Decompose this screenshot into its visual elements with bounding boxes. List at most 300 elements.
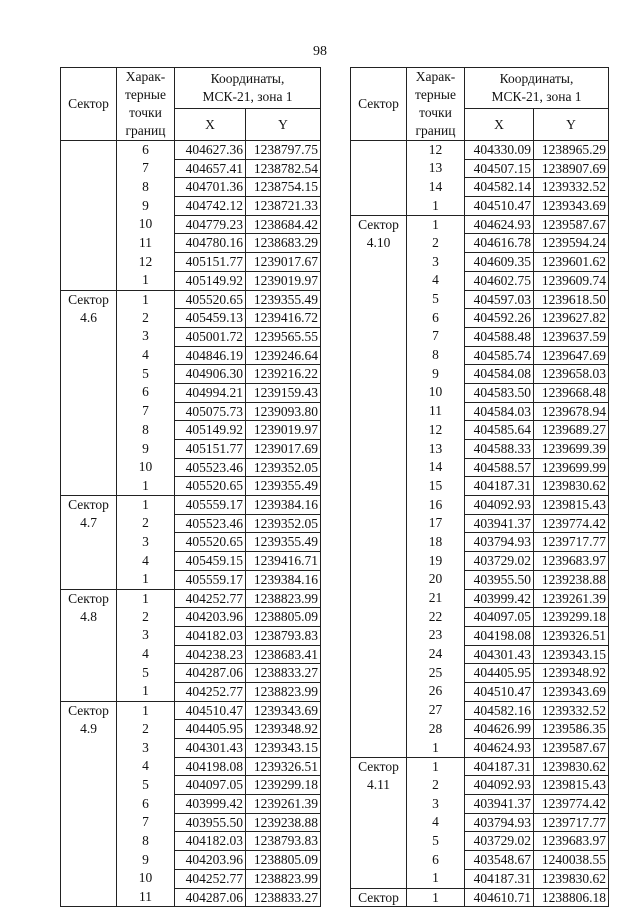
point-number-cell: 3 [117, 739, 175, 758]
x-coordinate-cell: 404182.03 [175, 832, 246, 851]
sector-cell [61, 346, 117, 365]
point-number-cell: 1 [407, 739, 465, 758]
x-coordinate-cell: 404657.41 [175, 159, 246, 178]
sector-cell [351, 795, 407, 814]
sector-cell [61, 552, 117, 571]
sector-cell [351, 383, 407, 402]
x-coordinate-cell: 403999.42 [465, 589, 534, 608]
table-row [61, 496, 321, 515]
sector-cell: 4.9 [61, 720, 117, 739]
sector-cell [61, 253, 117, 272]
point-number-cell: 5 [117, 776, 175, 795]
x-coordinate-cell: 404198.08 [175, 757, 246, 776]
x-coordinate-cell: 405559.17 [175, 496, 246, 515]
sector-cell [351, 514, 407, 533]
point-number-cell: 27 [407, 701, 465, 720]
sector-cell [351, 141, 407, 160]
sector-cell [61, 383, 117, 402]
point-number-cell: 3 [407, 795, 465, 814]
table-row [351, 533, 609, 552]
x-coordinate-cell: 403955.50 [175, 813, 246, 832]
y-coordinate-cell: 1238793.83 [246, 832, 321, 851]
y-coordinate-cell: 1239565.55 [246, 327, 321, 346]
table-header [351, 68, 609, 141]
point-number-cell: 3 [117, 327, 175, 346]
point-number-cell: 3 [117, 533, 175, 552]
sector-cell [351, 365, 407, 384]
y-coordinate-cell: 1239017.67 [246, 253, 321, 272]
y-coordinate-cell: 1239355.49 [246, 290, 321, 309]
sector-cell [61, 178, 117, 197]
header-points-line: Харак- [415, 69, 456, 84]
sector-cell: Сектор [351, 215, 407, 234]
point-number-cell: 9 [117, 440, 175, 459]
y-coordinate-cell: 1239647.69 [534, 346, 609, 365]
header-points-line: границ [415, 123, 456, 138]
point-number-cell: 1 [407, 197, 465, 216]
y-coordinate-cell: 1239609.74 [534, 271, 609, 290]
x-coordinate-cell: 404203.96 [175, 851, 246, 870]
point-number-cell: 10 [117, 458, 175, 477]
sector-cell [61, 888, 117, 907]
point-number-cell: 16 [407, 496, 465, 515]
table-row [351, 664, 609, 683]
sector-cell [61, 851, 117, 870]
header-points-line: Харак- [125, 69, 166, 84]
x-coordinate-cell: 405149.92 [175, 271, 246, 290]
y-coordinate-cell: 1239019.97 [246, 271, 321, 290]
table-row [351, 496, 609, 515]
point-number-cell: 25 [407, 664, 465, 683]
sector-cell: 4.8 [61, 608, 117, 627]
x-coordinate-cell: 404624.93 [465, 215, 534, 234]
y-coordinate-cell: 1239352.05 [246, 514, 321, 533]
point-number-cell: 1 [117, 290, 175, 309]
x-coordinate-cell: 405523.46 [175, 458, 246, 477]
x-coordinate-cell: 404405.95 [175, 720, 246, 739]
sector-cell: 4.11 [351, 776, 407, 795]
sector-cell [61, 533, 117, 552]
sector-cell [351, 290, 407, 309]
header-x: X [175, 109, 246, 141]
sector-cell [351, 440, 407, 459]
sector-cell [351, 552, 407, 571]
header-points-line: терные [415, 87, 456, 102]
table-row [61, 215, 321, 234]
table-row [61, 608, 321, 627]
y-coordinate-cell: 1238805.09 [246, 851, 321, 870]
table-row [351, 458, 609, 477]
point-number-cell: 1 [117, 271, 175, 290]
x-coordinate-cell: 403955.50 [465, 570, 534, 589]
sector-cell [351, 570, 407, 589]
y-coordinate-cell: 1239594.24 [534, 234, 609, 253]
x-coordinate-cell: 404510.47 [465, 682, 534, 701]
x-coordinate-cell: 403941.37 [465, 514, 534, 533]
x-coordinate-cell: 404627.36 [175, 141, 246, 160]
table-row [61, 159, 321, 178]
y-coordinate-cell: 1238833.27 [246, 664, 321, 683]
table-row [61, 514, 321, 533]
table-row [351, 720, 609, 739]
y-coordinate-cell: 1238805.09 [246, 608, 321, 627]
x-coordinate-cell: 404252.77 [175, 869, 246, 888]
y-coordinate-cell: 1239159.43 [246, 383, 321, 402]
point-number-cell: 3 [117, 626, 175, 645]
point-number-cell: 1 [117, 496, 175, 515]
sector-cell [351, 327, 407, 346]
sector-cell [351, 626, 407, 645]
table-row [61, 234, 321, 253]
x-coordinate-cell: 405520.65 [175, 477, 246, 496]
sector-cell [61, 458, 117, 477]
point-number-cell: 21 [407, 589, 465, 608]
table-row [351, 795, 609, 814]
y-coordinate-cell: 1239355.49 [246, 533, 321, 552]
table-row [61, 440, 321, 459]
table-row [61, 813, 321, 832]
y-coordinate-cell: 1239343.69 [246, 701, 321, 720]
point-number-cell: 28 [407, 720, 465, 739]
table-row [351, 421, 609, 440]
point-number-cell: 10 [117, 215, 175, 234]
table-row [61, 327, 321, 346]
x-coordinate-cell: 404097.05 [465, 608, 534, 627]
y-coordinate-cell: 1239343.69 [534, 682, 609, 701]
point-number-cell: 6 [117, 795, 175, 814]
point-number-cell: 4 [117, 645, 175, 664]
sector-cell [61, 440, 117, 459]
y-coordinate-cell: 1239830.62 [534, 757, 609, 776]
x-coordinate-cell: 404507.15 [465, 159, 534, 178]
point-number-cell: 5 [117, 664, 175, 683]
table-row [351, 141, 609, 160]
table-row [351, 271, 609, 290]
point-number-cell: 11 [117, 234, 175, 253]
x-coordinate-cell: 404238.23 [175, 645, 246, 664]
x-coordinate-cell: 404701.36 [175, 178, 246, 197]
sector-cell [351, 533, 407, 552]
point-number-cell: 1 [117, 682, 175, 701]
table-body-right [351, 141, 609, 907]
table-row [351, 739, 609, 758]
y-coordinate-cell: 1238965.29 [534, 141, 609, 160]
point-number-cell: 8 [117, 421, 175, 440]
table-row [351, 626, 609, 645]
sector-cell [61, 739, 117, 758]
y-coordinate-cell: 1238754.15 [246, 178, 321, 197]
table-row [351, 552, 609, 571]
point-number-cell: 17 [407, 514, 465, 533]
table-row [351, 197, 609, 216]
sector-cell: 4.6 [61, 309, 117, 328]
sector-cell [351, 271, 407, 290]
y-coordinate-cell: 1239326.51 [246, 757, 321, 776]
x-coordinate-cell: 403999.42 [175, 795, 246, 814]
x-coordinate-cell: 404597.03 [465, 290, 534, 309]
table-row [61, 458, 321, 477]
point-number-cell: 1 [117, 701, 175, 720]
x-coordinate-cell: 404588.48 [465, 327, 534, 346]
page-number: 98 [313, 44, 327, 59]
y-coordinate-cell: 1238721.33 [246, 197, 321, 216]
point-number-cell: 2 [117, 608, 175, 627]
header-coordinates-line: МСК-21, зона 1 [202, 89, 293, 104]
y-coordinate-cell: 1239384.16 [246, 570, 321, 589]
table-row [61, 682, 321, 701]
sector-cell: 4.7 [61, 514, 117, 533]
point-number-cell: 7 [117, 813, 175, 832]
point-number-cell: 7 [407, 327, 465, 346]
sector-cell [61, 795, 117, 814]
y-coordinate-cell: 1239699.99 [534, 458, 609, 477]
point-number-cell: 6 [407, 851, 465, 870]
x-coordinate-cell: 403729.02 [465, 552, 534, 571]
x-coordinate-cell: 404616.78 [465, 234, 534, 253]
sector-cell [61, 402, 117, 421]
table-row [61, 178, 321, 197]
header-y: Y [246, 109, 321, 141]
point-number-cell: 2 [407, 776, 465, 795]
sector-cell [61, 477, 117, 496]
table-row [351, 365, 609, 384]
sector-cell [351, 739, 407, 758]
sector-cell [61, 197, 117, 216]
x-coordinate-cell: 404994.21 [175, 383, 246, 402]
x-coordinate-cell: 404301.43 [465, 645, 534, 664]
sector-cell [61, 832, 117, 851]
y-coordinate-cell: 1239093.80 [246, 402, 321, 421]
table-row [61, 720, 321, 739]
sector-cell [351, 477, 407, 496]
y-coordinate-cell: 1239830.62 [534, 477, 609, 496]
point-number-cell: 10 [407, 383, 465, 402]
y-coordinate-cell: 1239587.67 [534, 739, 609, 758]
y-coordinate-cell: 1239774.42 [534, 795, 609, 814]
table-row [351, 832, 609, 851]
table-row [61, 701, 321, 720]
y-coordinate-cell: 1239238.88 [534, 570, 609, 589]
y-coordinate-cell: 1239332.52 [534, 701, 609, 720]
table-row [61, 776, 321, 795]
x-coordinate-cell: 404742.12 [175, 197, 246, 216]
sector-cell [61, 626, 117, 645]
table-row [351, 234, 609, 253]
table-row [61, 795, 321, 814]
x-coordinate-cell: 404588.33 [465, 440, 534, 459]
header-points [407, 68, 465, 141]
table-row [61, 869, 321, 888]
table-row [351, 290, 609, 309]
point-number-cell: 2 [117, 309, 175, 328]
point-number-cell: 4 [117, 757, 175, 776]
y-coordinate-cell: 1239637.59 [534, 327, 609, 346]
point-number-cell: 1 [117, 477, 175, 496]
x-coordinate-cell: 404780.16 [175, 234, 246, 253]
point-number-cell: 11 [407, 402, 465, 421]
point-number-cell: 2 [117, 720, 175, 739]
x-coordinate-cell: 404405.95 [465, 664, 534, 683]
x-coordinate-cell: 404092.93 [465, 496, 534, 515]
x-coordinate-cell: 404510.47 [465, 197, 534, 216]
y-coordinate-cell: 1239348.92 [534, 664, 609, 683]
sector-cell [61, 365, 117, 384]
point-number-cell: 23 [407, 626, 465, 645]
table-row [351, 327, 609, 346]
x-coordinate-cell: 404610.71 [465, 888, 534, 907]
point-number-cell: 4 [117, 346, 175, 365]
y-coordinate-cell: 1239299.18 [534, 608, 609, 627]
sector-cell [61, 234, 117, 253]
x-coordinate-cell: 404585.74 [465, 346, 534, 365]
table-row [61, 421, 321, 440]
x-coordinate-cell: 404097.05 [175, 776, 246, 795]
table-row [351, 757, 609, 776]
point-number-cell: 15 [407, 477, 465, 496]
table-row [61, 888, 321, 907]
header-points-line: терные [125, 87, 166, 102]
point-number-cell: 1 [407, 888, 465, 907]
point-number-cell: 1 [407, 215, 465, 234]
x-coordinate-cell: 404626.99 [465, 720, 534, 739]
sector-cell [61, 421, 117, 440]
sector-cell [351, 197, 407, 216]
point-number-cell: 1 [117, 589, 175, 608]
y-coordinate-cell: 1238793.83 [246, 626, 321, 645]
y-coordinate-cell: 1239343.15 [534, 645, 609, 664]
table-row [61, 645, 321, 664]
x-coordinate-cell: 404198.08 [465, 626, 534, 645]
header-coordinates-line: Координаты, [210, 71, 285, 86]
y-coordinate-cell: 1238683.41 [246, 645, 321, 664]
y-coordinate-cell: 1239299.18 [246, 776, 321, 795]
table-row [61, 552, 321, 571]
sector-cell [61, 869, 117, 888]
y-coordinate-cell: 1239416.72 [246, 309, 321, 328]
point-number-cell: 10 [117, 869, 175, 888]
x-coordinate-cell: 405520.65 [175, 533, 246, 552]
point-number-cell: 22 [407, 608, 465, 627]
sector-cell [61, 664, 117, 683]
point-number-cell: 9 [117, 851, 175, 870]
y-coordinate-cell: 1238684.42 [246, 215, 321, 234]
point-number-cell: 4 [117, 552, 175, 571]
x-coordinate-cell: 404602.75 [465, 271, 534, 290]
point-number-cell: 6 [117, 141, 175, 160]
x-coordinate-cell: 404584.03 [465, 402, 534, 421]
y-coordinate-cell: 1239815.43 [534, 496, 609, 515]
table-row [61, 533, 321, 552]
y-coordinate-cell: 1238806.18 [534, 888, 609, 907]
sector-cell [351, 159, 407, 178]
table-row [351, 851, 609, 870]
sector-cell [351, 682, 407, 701]
point-number-cell: 6 [117, 383, 175, 402]
sector-cell [61, 215, 117, 234]
point-number-cell: 14 [407, 458, 465, 477]
sector-cell [351, 813, 407, 832]
point-number-cell: 14 [407, 178, 465, 197]
sector-cell: Сектор [351, 757, 407, 776]
table-row [351, 813, 609, 832]
point-number-cell: 7 [117, 159, 175, 178]
point-number-cell: 6 [407, 309, 465, 328]
sector-cell: Сектор [61, 496, 117, 515]
header-points-line: границ [125, 123, 166, 138]
header-y: Y [534, 109, 609, 141]
header-x: X [465, 109, 534, 141]
table-row [351, 645, 609, 664]
y-coordinate-cell: 1239601.62 [534, 253, 609, 272]
y-coordinate-cell: 1238782.54 [246, 159, 321, 178]
x-coordinate-cell: 403794.93 [465, 533, 534, 552]
point-number-cell: 3 [407, 253, 465, 272]
x-coordinate-cell: 405559.17 [175, 570, 246, 589]
x-coordinate-cell: 405151.77 [175, 253, 246, 272]
x-coordinate-cell: 404582.14 [465, 178, 534, 197]
y-coordinate-cell: 1239352.05 [246, 458, 321, 477]
table-row [61, 197, 321, 216]
point-number-cell: 8 [117, 178, 175, 197]
point-number-cell: 5 [407, 832, 465, 851]
x-coordinate-cell: 403548.67 [465, 851, 534, 870]
x-coordinate-cell: 403729.02 [465, 832, 534, 851]
y-coordinate-cell: 1239332.52 [534, 178, 609, 197]
table-row [61, 365, 321, 384]
y-coordinate-cell: 1239216.22 [246, 365, 321, 384]
point-number-cell: 24 [407, 645, 465, 664]
header-points [117, 68, 175, 141]
point-number-cell: 12 [407, 421, 465, 440]
point-number-cell: 9 [117, 197, 175, 216]
y-coordinate-cell: 1239355.49 [246, 477, 321, 496]
point-number-cell: 4 [407, 813, 465, 832]
sector-cell [351, 701, 407, 720]
table-row [61, 739, 321, 758]
y-coordinate-cell: 1239717.77 [534, 533, 609, 552]
x-coordinate-cell: 404330.09 [465, 141, 534, 160]
x-coordinate-cell: 405149.92 [175, 421, 246, 440]
y-coordinate-cell: 1239830.62 [534, 869, 609, 888]
sector-cell [351, 645, 407, 664]
table-row [61, 402, 321, 421]
sector-cell [61, 757, 117, 776]
table-row [351, 215, 609, 234]
y-coordinate-cell: 1239416.71 [246, 552, 321, 571]
sector-cell [351, 664, 407, 683]
table-row [351, 346, 609, 365]
y-coordinate-cell: 1239238.88 [246, 813, 321, 832]
x-coordinate-cell: 404187.31 [465, 477, 534, 496]
table-row [351, 608, 609, 627]
table-row [61, 851, 321, 870]
table-row [351, 869, 609, 888]
table-row [351, 253, 609, 272]
table-row [351, 178, 609, 197]
sector-cell [61, 141, 117, 160]
header-coordinates-line: МСК-21, зона 1 [491, 89, 582, 104]
table-body-left [61, 141, 321, 907]
table-row [61, 346, 321, 365]
y-coordinate-cell: 1239689.27 [534, 421, 609, 440]
y-coordinate-cell: 1238907.69 [534, 159, 609, 178]
x-coordinate-cell: 404592.26 [465, 309, 534, 328]
y-coordinate-cell: 1240038.55 [534, 851, 609, 870]
sector-cell [61, 271, 117, 290]
table-row [61, 589, 321, 608]
x-coordinate-cell: 404187.31 [465, 869, 534, 888]
y-coordinate-cell: 1239683.97 [534, 552, 609, 571]
